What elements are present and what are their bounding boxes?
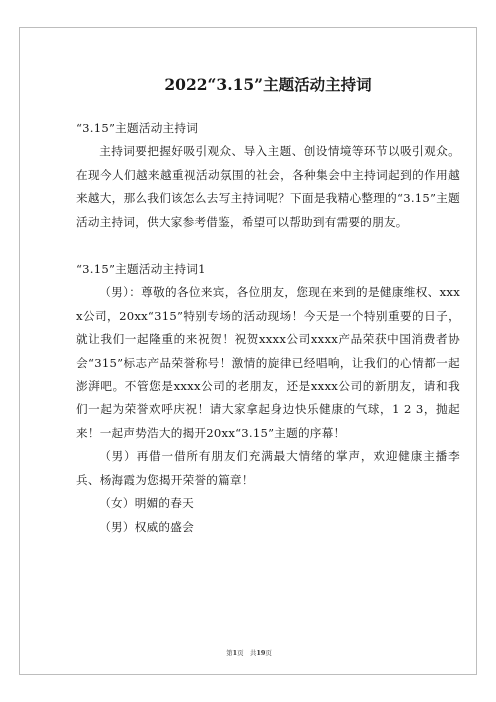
body-paragraph: （男）：尊敬的各位来宾，各位朋友，您现在来到的是健康维权、xxxx公司，20xx“315”特别专场的活动现场！今天是一个特别重要的日子，就让我们一起隆重的来祝贺！祝贺xxxx公司xxxx产品荣获中国消费者协会“315”标志产品荣誉称号！激情的旋律已经唱响，让我们的心情都一起澎湃吧。不管您是xxxx公司的老朋友，还是xxxx公司的新朋友，请和我们一起为荣誉欢呼庆祝！请大家拿起身边快乐健康的气球，1 2 3，抛起来！一起声势浩大的揭开20xx“3.15”主题的序幕！ — [76, 285, 460, 440]
body-paragraph: （女）明媚的春天 — [99, 496, 194, 511]
footer-page-total: 19 — [256, 649, 266, 657]
body-paragraph: （男）权威的盛会 — [99, 519, 194, 534]
body-paragraph: （男）再借一借所有朋友们充满最大情绪的掌声，欢迎健康主播李兵、杨海霞为您揭开荣誉的篇章！ — [76, 449, 460, 487]
section-heading: “3.15”主题活动主持词 — [76, 121, 199, 135]
footer-total-suffix: 页 — [265, 649, 272, 657]
footer-page-prefix: 第 — [226, 649, 233, 657]
document-page — [19, 27, 477, 675]
spacer — [76, 234, 460, 258]
footer-page-current: 1 — [232, 649, 238, 657]
document-title: 2022“3.15”主题活动主持词 — [164, 75, 372, 94]
footer-total-prefix: 共 — [249, 649, 257, 657]
document-body — [76, 73, 460, 539]
page-footer — [20, 648, 478, 657]
spacer — [76, 97, 460, 117]
intro-paragraph: 主持词要把握好吸引观众、导入主题、创设情境等环节以吸引观众。在现今人们越来越重视活动氛围的社会，各种集会中主持词起到的作用越来越大，那么我们该怎么去写主持词呢？下面是我精心整理的“3.15”主题活动主持词，供大家参考借鉴，希望可以帮助到有需要的朋友。 — [76, 144, 460, 229]
section-heading: “3.15”主题活动主持词1 — [76, 262, 206, 277]
footer-page-suffix: 页 — [237, 649, 244, 657]
